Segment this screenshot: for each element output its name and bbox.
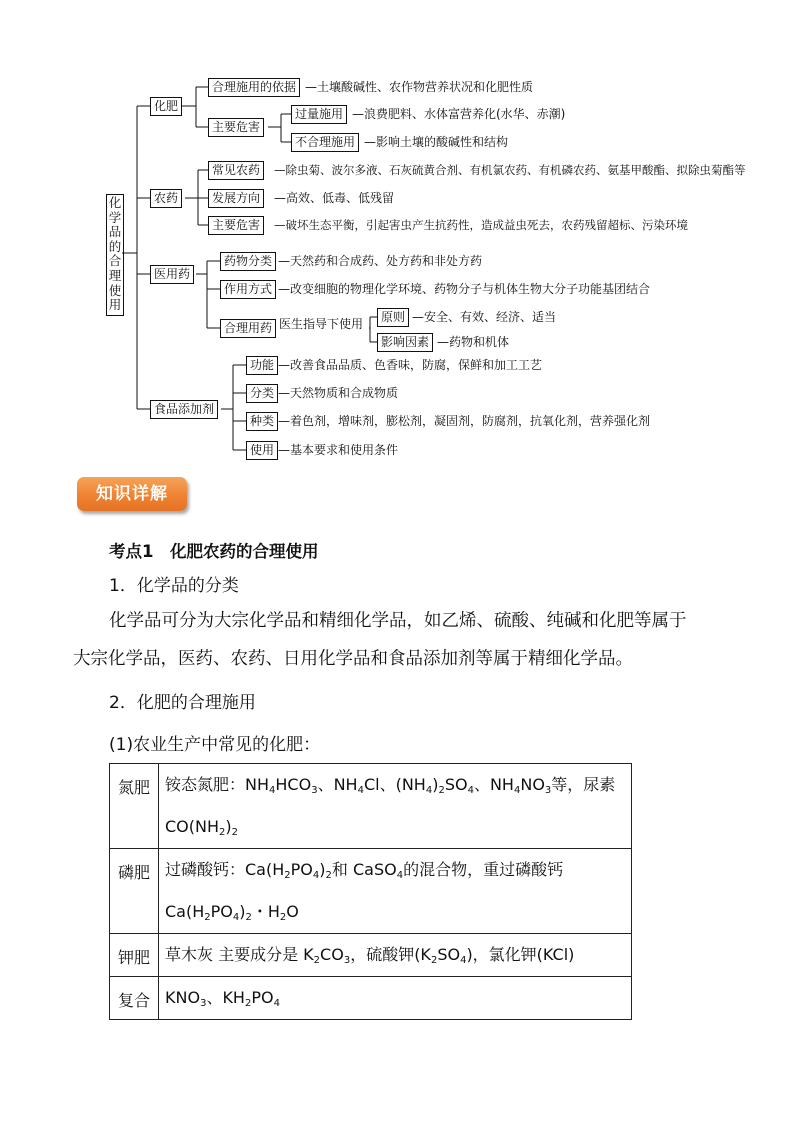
table-cell-key: 氮肥 (110, 764, 159, 849)
node-additive-use: 使用 (246, 441, 278, 460)
table-cell-key: 复合 (110, 977, 159, 1020)
node-medicine-rational: 合理用药 (220, 319, 276, 338)
node-fertilizer-improper: 不合理施用 (291, 133, 359, 152)
node-medicine: 医用药 (150, 265, 194, 284)
subheading-classification: 1．化学品的分类 (109, 576, 239, 596)
paragraph-line-1: 化学品可分为大宗化学品和精细化学品，如乙烯、硫酸、纯碱和化肥等属于 (109, 611, 687, 631)
node-additive-function: 功能 (246, 356, 278, 375)
text-additive-function: —改善食品品质、色香味，防腐，保鲜和加工工艺 (278, 358, 543, 372)
table-row (110, 934, 632, 977)
table-cell-key: 钾肥 (110, 934, 159, 977)
section-heading: 考点1 化肥农药的合理使用 (109, 542, 319, 561)
table-cell-key: 磷肥 (110, 849, 159, 934)
node-additive-class: 分类 (246, 384, 278, 403)
text-medicine-action: —改变细胞的物理化学环境、药物分子与机体生物大分子功能基团结合 (278, 282, 651, 296)
text-additive-use: —基本要求和使用条件 (278, 443, 399, 457)
table-cell-value: 过磷酸钙：$Ca(H_2PO_4)_2$和 CaSO$_4$的混合物，重过磷酸钙 $Ca(H_2PO_4)_2$・$H_2O$ (159, 849, 632, 934)
table-row (110, 977, 632, 1020)
node-pesticide-trend: 发展方向 (208, 189, 264, 208)
text-pesticide-trend: —高效、低毒、低残留 (274, 191, 395, 205)
node-fertilizer-overuse: 过量施用 (291, 105, 347, 124)
text-medicine-principle: —安全、有效、经济、适当 (412, 310, 557, 324)
node-medicine-action: 作用方式 (220, 280, 276, 299)
text-additive-kind: —着色剂，增味剂，膨松剂，凝固剂，防腐剂，抗氧化剂，营养强化剂 (278, 414, 651, 428)
table-row (110, 849, 632, 934)
mindmap-root: 化学品的合理使用 (106, 194, 124, 316)
text-pesticide-harm: —破坏生态平衡，引起害虫产生抗药性，造成益虫死去，农药残留超标、污染环境 (274, 218, 688, 232)
table-cell-value: 草木灰 主要成分是 $K_2CO_3$，硫酸钾$(K_2SO_4)$，氯化钾(KCl) (159, 934, 632, 977)
table-cell-value: 铵态氮肥：$NH_4HCO_3$、$NH_4Cl$、$(NH_4)_2SO_4$、$NH_4NO_3$等，尿素 $CO(NH_2)_2$ (159, 764, 632, 849)
subheading-fertilizer: 2．化肥的合理施用 (109, 693, 256, 713)
text-additive-class: —天然物质和合成物质 (278, 386, 399, 400)
table-cell-value: $KNO_3$、$KH_2PO_4$ (159, 977, 632, 1020)
node-pesticide: 农药 (150, 189, 182, 208)
subheading-common-fertilizers: (1)农业生产中常见的化肥： (109, 735, 321, 755)
node-fertilizer-basis: 合理施用的依据 (208, 78, 300, 97)
text-medicine-factor: —药物和机体 (437, 335, 510, 349)
text-fertilizer-improper: —影响土壤的酸碱性和结构 (364, 135, 509, 149)
node-medicine-class: 药物分类 (220, 252, 276, 271)
text-fertilizer-basis: —土壤酸碱性、农作物营养状况和化肥性质 (305, 80, 534, 94)
node-fertilizer: 化肥 (150, 97, 182, 116)
node-fertilizer-harm: 主要危害 (208, 118, 264, 137)
text-medicine-class: —天然药和合成药、处方药和非处方药 (278, 254, 483, 268)
node-medicine-principle: 原则 (377, 308, 409, 327)
fertilizer-table (109, 763, 632, 1020)
node-medicine-factor: 影响因素 (377, 333, 433, 352)
section-badge: 知识详解 (77, 477, 187, 511)
paragraph-line-2: 大宗化学品，医药、农药、日用化学品和食品添加剂等属于精细化学品。 (73, 649, 633, 669)
text-fertilizer-overuse: —浪费肥料、水体富营养化(水华、赤潮) (352, 107, 566, 121)
text-medicine-doctor: 医生指导下使用 (279, 317, 364, 331)
table-row (110, 764, 632, 849)
text-pesticide-common: —除虫菊、波尔多液、石灰硫黄合剂、有机氯农药、有机磷农药、氨基甲酸酯、拟除虫菊酯等 (274, 163, 746, 177)
node-additive: 食品添加剂 (150, 400, 218, 419)
node-additive-kind: 种类 (246, 412, 278, 431)
node-pesticide-common: 常见农药 (208, 161, 264, 180)
node-pesticide-harm: 主要危害 (208, 216, 264, 235)
